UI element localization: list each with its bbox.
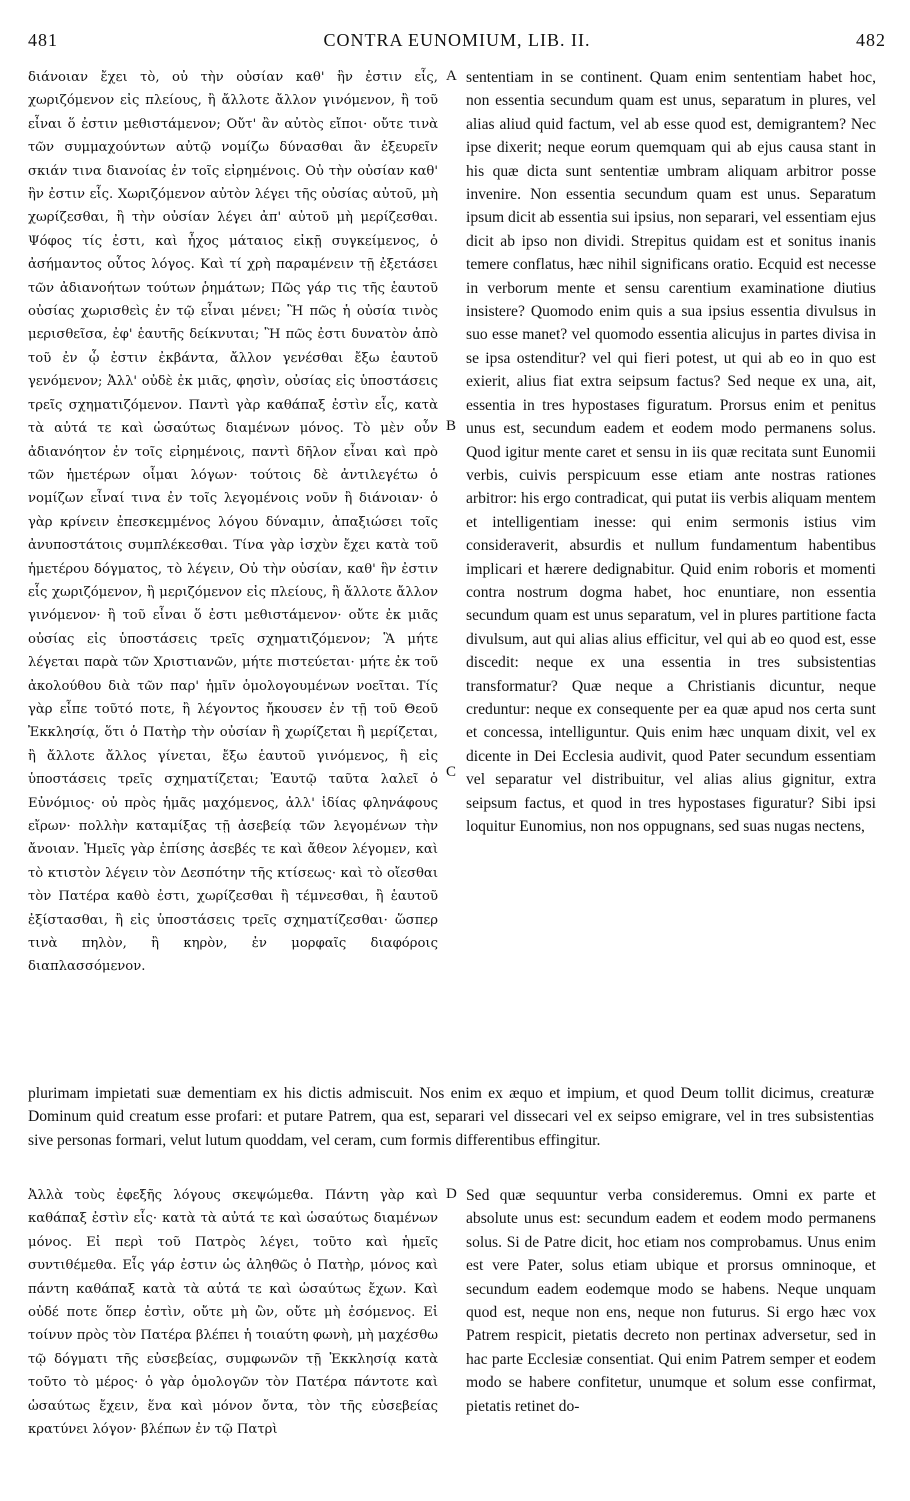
running-title: CONTRA EUNOMIUM, LIB. II. <box>323 30 591 50</box>
page-number-right: 482 <box>856 30 886 50</box>
running-header <box>28 30 886 58</box>
margin-letter-a: A <box>446 68 457 84</box>
greek-column-lower: Ἀλλὰ τοὺς ἐφεξῆς λόγους σκεψώμεθα. Πάντη γὰρ καὶ καθάπαξ ἐστὶν εἷς· κατὰ τὰ αὐτά τε καὶ ὡσαύτως διαμένων μόνος. Εἰ περὶ τοῦ Πατρὸς λέγει, τοῦτο καὶ ἡμεῖς συντιθέμεθα. Εἷς γάρ ἐστιν ὡς ἀληθῶς ὁ Πατὴρ, μόνος καὶ πάντη καθάπαξ κατὰ τὰ αὐτά τε καὶ ὡσαύτως ἔχων. Καὶ οὐδέ ποτε ὅπερ ἐστὶν, οὔτε μὴ ὢν, οὔτε μὴ ἐσόμενος. Εἰ τοίνυν πρὸς τὸν Πατέρα βλέπει ἡ τοιαύτη φωνὴ, μὴ μαχέσθω τῷ δόγματι τῆς εὐσεβείας, συμφωνῶν τῇ Ἐκκλησίᾳ κατὰ τοῦτο τὸ μέρος· ὁ γὰρ ὁμολογῶν τὸν Πατέρα πάντοτε καὶ ὡσαύτως ἔχειν, ἕνα καὶ μόνον ὄντα, τὸν τῆς εὐσεβείας κρατύνει λόγον· βλέπων ἐν τῷ Πατρὶ <box>28 1188 438 1438</box>
page-number-left: 481 <box>28 30 58 50</box>
latin-column-lower: Sed quæ sequuntur verba consideremus. Omni ex parte et absolute unus est: secundum eadem et eodem modo permanens solus. Si de Patre dicit, hoc etiam nos comprobamus. Unus enim est vere Pater, solus etiam ubique et prorsus omninoque, et secundum eadem eodemque modo se habens. Neque unquam quod est, neque non ens, neque non futurus. Si ergo hæc vox Patrem respicit, pietatis decreto non pertinax adversetur, sed in hac parte Ecclesiæ consentiat. Qui enim Patrem semper et eodem modo se habere confitetur, unumque et solum esse confirmat, pietatis retinet do- <box>466 1187 876 1415</box>
margin-letter-d: D <box>446 1186 457 1202</box>
margin-letter-c: C <box>446 764 457 780</box>
margin-letter-b: B <box>446 418 457 434</box>
latin-full-width-continuation: plurimam impietati suæ dementiam ex his dictis admiscuit. Nos enim ex æquo et impium, et quod Deum tollit dicimus, creaturæ Dominum quid creatum esse profari: et putare Patrem, qua est, separari vel dissecari vel ex seipso emigrare, vel in tres subsistentias sive personas formari, velut lutum quoddam, vel ceram, cum formis differentibus effingitur. <box>28 1085 874 1149</box>
greek-column-upper: διάνοιαν ἔχει τὸ, οὐ τὴν οὐσίαν καθ' ἣν ἐστιν εἷς, χωριζόμενον εἰς πλείους, ἢ ἄλλοτε ἄλλον γινόμενον, ἢ τοῦ εἶναι ὅ ἐστιν μεθιστάμενον; Οὔτ' ἂν αὐτὸς εἴποι· οὔτε τινὰ τῶν συμμαχούντων αὐτῷ νομίζω δύνασθαι ἂν ἐξευρεῖν σκιάν τινα διανοίας ἐν τοῖς εἰρημένοις. Οὐ τὴν οὐσίαν καθ' ἣν ἐστιν εἷς. Χωριζόμενον αὐτὸν λέγει τῆς οὐσίας αὐτοῦ, μὴ χωρίζεσθαι, ἢ τὴν οὐσίαν λέγει ἀπ' αὐτοῦ μὴ μερίζεσθαι. Ψόφος τίς ἐστι, καὶ ἦχος μάταιος εἰκῇ συγκείμενος, ὁ ἀσήμαντος οὗτος λόγος. Καὶ τί χρὴ παραμένειν τῇ ἐξετάσει τῶν ἀδιανοήτων τούτων ῥημάτων; Πῶς γάρ τις τῆς ἑαυτοῦ οὐσίας χωρισθεὶς ἐν τῷ εἶναι μένει; Ἢ πῶς ἡ οὐσία τινὸς μερισθεῖσα, ἐφ' ἑαυτῆς δείκνυται; Ἢ πῶς ἐστι δυνατὸν ἀπὸ τοῦ ἐν ᾧ ἐστιν ἐκβάντα, ἄλλον γενέσθαι ἔξω ἑαυτοῦ γενόμενον; Ἀλλ' οὐδὲ ἐκ μιᾶς, φησὶν, οὐσίας εἰς ὑποστάσεις τρεῖς σχηματιζόμενον. Παντὶ γὰρ καθάπαξ ἐστὶν εἷς, κατὰ τὰ αὐτά τε καὶ ὡσαύτως διαμένων μόνος. Τὸ μὲν οὖν ἀδιανόητον ἐν τοῖς εἰρημένοις, παντὶ δῆλον εἶναι καὶ πρὸ τῶν ἡμετέρων οἶμαι λόγων· τούτοις δὲ ἀντιλεγέτω ὁ νομίζων εἶναί τινα ἐν τοῖς λεγομένοις νοῦν ἢ διάνοιαν· ὁ γὰρ κρίνειν ἐπεσκεμμένος λόγου δύναμιν, ἀπαξιώσει τοῖς ἀνυποστάτοις συμπλέκεσθαι. Τίνα γὰρ ἰσχὺν ἔχει κατὰ τοῦ ἡμετέρου δόγματος, τὸ λέγειν, Οὐ τὴν οὐσίαν, καθ' ἣν ἐστιν εἷς χωριζόμενον, ἢ μεριζόμενον εἰς πλείους, ἢ ἄλλοτε ἄλλον γινόμενον· ἢ τοῦ εἶναι ὅ ἐστι μεθιστάμενον· οὔτε ἐκ μιᾶς οὐσίας εἰς ὑποστάσεις τρεῖς σχηματιζόμενον; Ἃ μήτε λέγεται παρὰ τῶν Χριστιανῶν, μήτε πιστεύεται· μήτε ἐκ τοῦ ἀκολούθου διὰ τῶν παρ' ἡμῖν ὁμολογουμένων νοεῖται. Τίς γὰρ εἶπε τοῦτό ποτε, ἢ λέγοντος ἤκουσεν ἐν τῇ τοῦ Θεοῦ Ἐκκλησίᾳ, ὅτι ὁ Πατὴρ τὴν οὐσίαν ἢ χωρίζεται ἢ μερίζεται, ἢ ἄλλοτε ἄλλος γίνεται, ἔξω ἑαυτοῦ γινόμενος, ἢ εἰς ὑποστάσεις τρεῖς σχηματίζεται; Ἑαυτῷ ταῦτα λαλεῖ ὁ Εὐνόμιος· οὐ πρὸς ἡμᾶς μαχόμενος, ἀλλ' ἰδίας φληνάφους εἴρων· πολλὴν καταμίξας τῇ ἀσεβείᾳ τῶν λεγομένων τὴν ἄνοιαν. Ἡμεῖς γὰρ ἐπίσης ἀσεβές τε καὶ ἄθεον λέγομεν, καὶ τὸ κτιστὸν λέγειν τὸν Δεσπότην τῆς κτίσεως· καὶ τὸ οἴεσθαι τὸν Πατέρα καθὸ ἐστι, χωρίζεσθαι ἢ τέμνεσθαι, ἢ ἑαυτοῦ ἐξίστασθαι, ἢ εἰς ὑποστάσεις τρεῖς σχηματίζεσθαι· ὥσπερ τινὰ πηλὸν, ἢ κηρὸν, ἐν μορφαῖς διαφόροις διαπλασσόμενον. <box>28 70 438 975</box>
latin-column-upper: sententiam in se continent. Quam enim sententiam habet hoc, non essentia secundum quam est unus, separatum in plures, vel alias aliud quid factum, vel ab esse quod est, demigrantem? Nec ipse dixerit; neque eorum quemquam qui ab ejus causa stant in his quæ dicta sunt sententiæ umbram aliquam arbitror posse invenire. Non essentia secundum quam est unus. Separatum ipsum dicit ab essentia sui ipsius, non separari, vel essentiam ejus dicit ab ipso non dividi. Strepitus quidam est et sonitus inanis temere conflatus, hæc nihil significans oratio. Ecquid est necesse in verborum mente et sensu carentium examinatione diutius insistere? Quomodo enim quis a sua ipsius essentia divulsus in suo esse manet? vel quomodo essentia alicujus in partes divisa in se ipsa ostenditur? vel qui fieri potest, ut qui ab eo in quo est exierit, alius fiat extra seipsum factus? Sed neque ex una, ait, essentia in tres hypostases figuratum. Prorsus enim et penitus unus est, secundum eadem et eodem modo permanens solus. Quod igitur mente caret et sensu in iis quæ recitata sunt Eunomii verbis, cuivis perspicuum esse etiam ante nostras rationes arbitror: his ergo contradicat, qui putat iis verbis aliquam mentem et intelligentiam inesse: qui enim sermonis istius vim consideraverit, absurdis et nullum fundamentum habentibus implicari et hærere dedignabitur. Quid enim roboris et momenti contra nostrum dogma habet, hoc enuntiare, non essentia secundum quam est unus separatum, vel in plures partitione facta divulsum, aut qui alias alius efficitur, vel qui ab eo quod est, esse discedit: neque ex una essentia in tres subsistentias transformatur? Quæ neque a Christianis dicuntur, neque creduntur: neque ex consequente per ea quæ apud nos certa sunt et concessa, intelliguntur. Quis enim hæc unquam dixit, vel ex dicente in Dei Ecclesia audivit, quod Pater secundum essentiam vel separatur vel distribuitur, vel alias alius gignitur, extra seipsum factus, et quod in tres hypostases figuratur? Sibi ipsi loquitur Eunomius, non nos oppugnans, sed suas nugas nectens, <box>466 69 876 835</box>
